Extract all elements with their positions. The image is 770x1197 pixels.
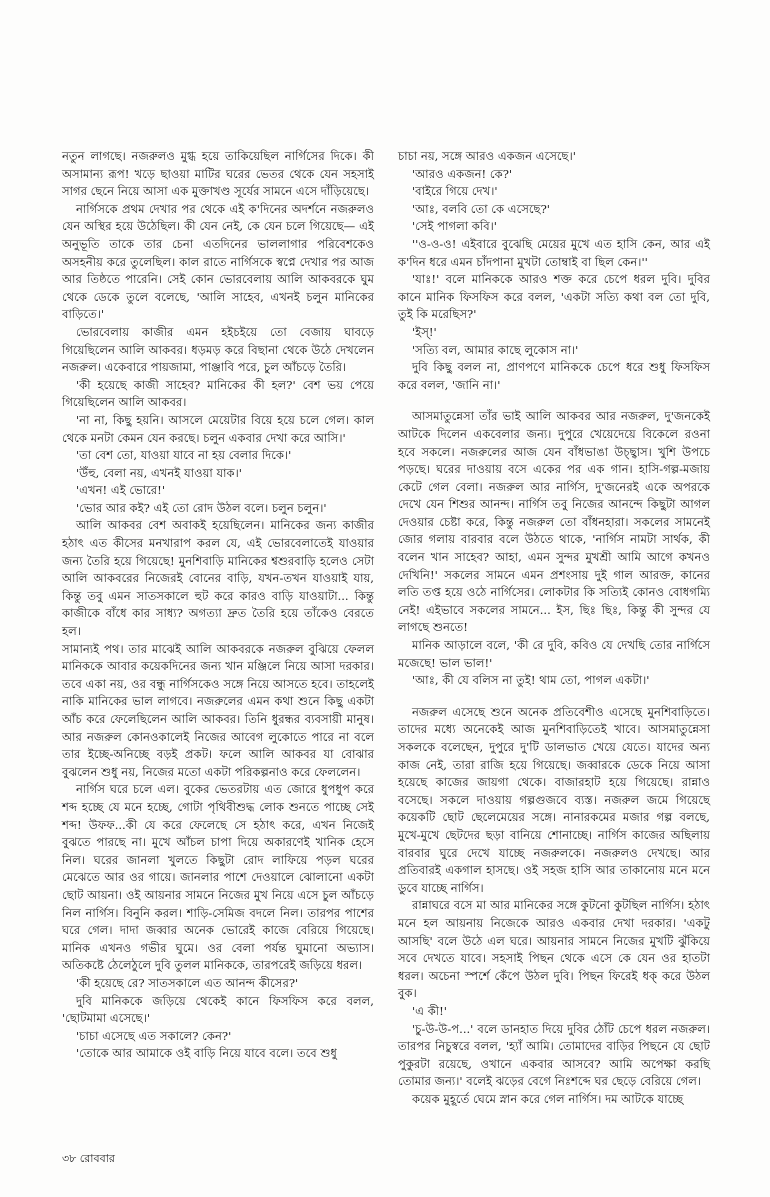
section-break	[398, 690, 710, 704]
page-footer: ৩৮ রোববার	[62, 1152, 115, 1165]
paragraph: 'কী হয়েছে রে? সাতসকালে এত আনন্দ কীসের?'	[76, 975, 299, 990]
paragraph: কয়েক মুহূর্তে ঘেমে স্নান করে গেল নার্গিস। দম আটকে যাচ্ছে	[412, 1091, 684, 1106]
paragraph: 'ইস্!'	[412, 324, 437, 339]
paragraph: আসমাতুন্নেসা তাঁর ভাই আলি আকবর আর নজরুল, দু'জনকেই আটকে দিলেন একবেলার জন্য। দুপুরে খেয়েদেয়ে বিকেলে রওনা হবে সকলে। নজরুলের আজ যেন বাঁধভাঙা উচ্ছ্বাস। খুশি উপচে পড়ছে। ঘরের দাওয়ায় বসে একের পর এক গান। হাসি-গল্প-মজায় কেটে গেল বেলা। নজরুল আর নার্গিস, দু'জনেরই একে অপরকে দেখে যেন শিশুর আনন্দ। নার্গিস তবু নিজের আনন্দে কিছুটা আগল দেওয়ার চেষ্টা করে, কিন্তু নজরুল তো বাঁধনহারা। সকলের সামনেই জোর গলায় বারবার বলে উঠতে থাকে, 'নার্গিস নামটা সার্থক, কী বলেন খান সাহেব? আহা, এমন সুন্দর মুখশ্রী আমি আগে কখনও দেখিনি!' সকলের সামনে এমন প্রশংসায় দুই গাল আরক্ত, কানের লতি তপ্ত হয়ে ওঠে নার্গিসের। লোকটার কি সত্যিই কোনও বোধগম্যি নেই! এইভাবে সকলের সামনে... ইস, ছিঃ ছিঃ, কিন্তু কী সুন্দর যে লাগছে শুনতে!	[398, 409, 710, 635]
section-break	[398, 394, 710, 408]
paragraph: 'বাইরে গিয়ে দেখ।'	[412, 184, 498, 199]
paragraph: সামান্যই পথ। তার মাঝেই আলি আকবরকে নজরুল বুঝিয়ে ফেলল মানিককে আবার কয়েকদিনের জন্য খান মঞ্জিলে নিয়ে আসা দরকার। তবে একা নয়, ওর বন্ধু নার্গিসকেও সঙ্গে নিয়ে আসতে হবে। তাহলেই নাকি মানিকের ভাল লাগবে। নজরুলের এমন কথা শুনে কিছু একটা আঁচ করে ফেলেছিলেন আলি আকবর। তিনি ধুরন্ধর ব্যবসায়ী মানুষ। আর নজরুল কোনওকালেই নিজের আবেগ লুকোতে পারে না বলে তার ইচ্ছে-অনিচ্ছে বড়ই প্রকট। ফলে আলি আকবর যা বোঝার বুঝলেন শুধু নয়, নিজের মতো একটা পরিকল্পনাও করে ফেললেন।	[62, 641, 374, 779]
paragraph: নার্গিসকে প্রথম দেখার পর থেকে এই ক'দিনের অদর্শনে নজরুলও যেন অস্থির হয়ে উঠেছিল। কী যেন নেই, কে যেন চলে গিয়েছে— এই অনুভূতি তাকে তার চেনা এতদিনের ভাললাগার পরিবেশকেও অসহনীয় করে তুলেছিল। কাল রাতে নার্গিসকে স্বপ্নে দেখার পর আজ আর তিষ্ঠতে পারেনি। সেই কোন ভোরবেলায় আলি আকবরকে ঘুম থেকে ডেকে তুলে বলেছে, 'আলি সাহেব, এখনই চলুন মানিকের বাড়িতে।'	[62, 201, 374, 322]
paragraph: 'আঃ, বলবি তো কে এসেছে?'	[412, 201, 550, 216]
paragraph: দুবি কিছু বলল না, প্রাণপণে মানিককে চেপে ধরে শুধু ফিসফিস করে বলল, 'জানি না।'	[398, 360, 710, 392]
paragraph: 'এখন! এই ভোরে!'	[76, 483, 166, 498]
paragraph: 'চাচা এসেছে এত সকালে? কেন?'	[76, 1028, 232, 1043]
paragraph: 'যাঃ!' বলে মানিককে আরও শক্ত করে চেপে ধরল দুবি। দুবির কানে মানিক ফিসফিস করে বলল, 'একটা সত্যি কথা বল তো দুবি, তুই কি মরেছিস?'	[398, 272, 710, 322]
paragraph: 'আঃ, কী যে বলিস না তুই! থাম তো, পাগল একটা।'	[412, 673, 650, 688]
paragraph: আলি আকবর বেশ অবাকই হয়েছিলেন। মানিকের জন্য কাজীর হঠাৎ এত কীসের মনখারাপ করল যে, এই ভোরবেলাতেই যাওয়ার জন্য তৈরি হয়ে গিয়েছে! মুনশিবাড়ি মানিকের শ্বশুরবাড়ি হলেও সেটা আলি আকবরের নিজেরই বোনের বাড়ি, যখন-তখন যাওয়াই যায়, কিন্তু তবু এমন সাতসকালে হুট করে কারও বাড়ি যাওয়াটা... কিন্তু কাজীকে বাঁধে কার সাধ্য? অগত্যা দ্রুত তৈরি হয়ে তাঁকেও বেরতে হল।	[62, 518, 374, 639]
paragraph: 'কী হয়েছে কাজী সাহেব? মানিকের কী হল?' বেশ ভয় পেয়ে গিয়েছিলেন আলি আকবর।	[62, 377, 374, 410]
paragraph: 'তোকে আর আমাকে ওই বাড়ি নিয়ে যাবে বলে। তবে শুধু	[76, 1046, 337, 1061]
paragraph: নতুন লাগছে। নজরুলও মুগ্ধ হয়ে তাকিয়েছিল নার্গিসের দিকে। কী অসামান্য রূপ! খড়ে ছাওয়া মাটির ঘরের ভেতর থেকে যেন সহসাই সাগর ছেনে নিয়ে আসা এক মুক্তাখণ্ড সূর্যের সামনে এসে দাঁড়িয়েছে।	[62, 149, 374, 199]
paragraph: 'আরও একজন! কে?'	[412, 166, 513, 181]
paragraph: 'সেই পাগলা কবি।'	[412, 219, 497, 234]
paragraph: রান্নাঘরে বসে মা আর মানিকের সঙ্গে কুটনো কুটছিল নার্গিস। হঠাৎ মনে হল আয়নায় নিজেকে আরও একবার দেখা দরকার। 'একটু আসছি' বলে উঠে এল ঘরে। আয়নার সামনে নিজের মুখটি ঝুঁকিয়ে সবে দেখতে যাবে। সহসাই পিছন থেকে এসে কে যেন ওর হাতটা ধরল। অচেনা স্পর্শে কেঁপে উঠল দুবি। পিছন ফিরেই ধক্ করে উঠল বুক।	[398, 898, 710, 1001]
paragraph: ''ও-ও-ও! এইবারে বুঝেছি মেয়ের মুখে এত হাসি কেন, আর এই ক'দিন ধরে এমন চাঁদপানা মুখটা তোম্বাই বা ছিল কেন।''	[398, 236, 710, 269]
paragraph: দুবি মানিককে জড়িয়ে থেকেই কানে ফিসফিস করে বলল, 'ছোটমামা এসেছে।'	[62, 993, 374, 1026]
left-column	[62, 148, 374, 1063]
paragraph: 'ভোর আর কই? এই তো রোদ উঠল বলে। চলুন চলুন।'	[76, 500, 327, 515]
paragraph: নার্গিস ঘরে চলে এল। বুকের ভেতরটায় এত জোরে ধুপধুপ করে শব্দ হচ্ছে যে মনে হচ্ছে, গোটা পৃথিবীশুদ্ধ লোক শুনতে পাচ্ছে সেই শব্দ! উফফ...কী যে করে ফেলেছে সে হঠাৎ করে, এখন নিজেই বুঝতে পারছে না। মুখে আঁচল চাপা দিয়ে অকারণেই খানিক হেসে নিল। ঘরের জানলা খুলতে কিছুটা রোদ লাফিয়ে পড়ল ঘরের মেঝেতে আর ওর গায়ে। জানলার পাশে দেওয়ালে ঝোলানো একটা ছোট আয়না। ওই আয়নার সামনে নিজের মুখ নিয়ে এসে চুল আঁচড়ে নিল নার্গিস। বিনুনি করল। শাড়ি-সেমিজ বদলে নিল। তারপর পাশের ঘরে গেল। দাদা জব্বার অনেক ভোরেই কাজে বেরিয়ে গিয়েছে। মানিক এখনও গভীর ঘুমে। ওর বেলা পর্যন্ত ঘুমানো অভ্যাস। অতিকষ্টে ঠেলেঠুলে দুবি তুলল মানিককে, তারপরেই জড়িয়ে ধরল।	[62, 782, 374, 973]
paragraph: মানিক আড়ালে বলে, 'কী রে দুবি, কবিও যে দেখছি তোর নার্গিসে মজেছে! ভাল ভাল!'	[398, 638, 710, 670]
paragraph: 'সত্যি বল, আমার কাছে লুকোস না।'	[412, 342, 579, 357]
paragraph: নজরুল এসেছে শুনে অনেক প্রতিবেশীও এসেছে মুনশিবাড়িতে। তাদের মধ্যে অনেকেই আজ মুনশিবাড়িতেই খাবে। আসমাতুন্নেসা সকলকে বলেছেন, দুপুরে দু'টি ডালভাত খেয়ে যেতে। যাদের অন্য কাজ নেই, তারা রাজি হয়ে গিয়েছে। জব্বারকে ডেকে নিয়ে আসা হয়েছে কাজের জায়গা থেকে। বাজারহাট হয়ে গিয়েছে। রান্নাও বসেছে। সকলে দাওয়ায় গল্পগুজবে ব্যস্ত। নজরুল জমে গিয়েছে কয়েকটি ছোট ছেলেমেয়ের সঙ্গে। নানারকমের মজার গল্প বলছে, মুখে-মুখে ছেটদের ছড়া বানিয়ে শোনাচ্ছে। নার্গিস কাজের অছিলায় বারবার ঘুরে দেখে যাচ্ছে নজরুলকে। নজরুলও দেখছে। আর প্রতিবারই একগাল হাসছে। ওই সহজ হাসি আর তাকানোয় মনে মনে ডুবে যাচ্ছে নার্গিস।	[398, 704, 710, 895]
right-column	[398, 148, 710, 1108]
paragraph: চাচা নয়, সঙ্গে আরও একজন এসেছে।'	[398, 149, 576, 163]
paragraph: 'তা বেশ তো, যাওয়া যাবে না হয় বেলার দিকে।'	[76, 448, 292, 463]
paragraph: 'চু-উ-উ-প...' বলে ডানহাত দিয়ে দুবির ঠোঁট চেপে ধরল নজরুল। তারপর নিচুস্বরে বলল, 'হ্যাঁ আমি। তোমাদের বাড়ির পিছনে যে ছোট পুকুরটা রয়েছে, ওখানে একবার আসবে? আমি অপেক্ষা করছি তোমার জন্য।' বলেই ঝড়ের বেগে নিঃশব্দে ঘর ছেড়ে বেরিয়ে গেল।	[398, 1021, 710, 1089]
paragraph: ভোরবেলায় কাজীর এমন হইচইয়ে তো বেজায় ঘাবড়ে গিয়েছিলেন আলি আকবর। ধড়মড় করে বিছানা থেকে উঠে দেখলেন নজরুল। একেবারে পায়জামা, পাঞ্জাবি পরে, চুল আঁচড়ে তৈরি।	[62, 324, 374, 375]
paragraph: 'উঁহু, বেলা নয়, এখনই যাওয়া যাক।'	[76, 465, 242, 480]
paragraph: 'এ কী!'	[412, 1003, 447, 1018]
paragraph: 'না না, কিছু হয়নি। আসলে মেয়েটার বিয়ে হয়ে চলে গেল। কাল থেকে মনটা কেমন যেন করছে। চলুন একবার দেখা করে আসি।'	[62, 412, 374, 445]
